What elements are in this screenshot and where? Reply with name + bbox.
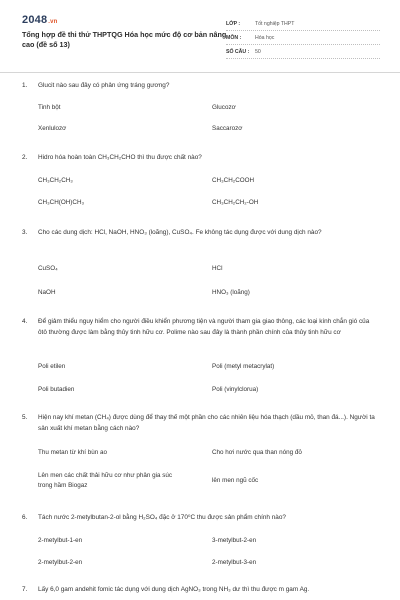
question-number: 4. bbox=[22, 318, 28, 325]
question-text: Tách nước 2-metylbutan-2-ol bằng H₂SO₄ đặc ở 170⁰C thu được sản phẩm chính nào? bbox=[38, 514, 286, 521]
question-text: Hiện nay khí metan (CH₄) được dùng để thay thế một phần cho các nhiên liệu hóa thạch (dầu mỏ, than đá...). Người ta sản xuất khí metan bằng cách nào? bbox=[38, 414, 375, 432]
question-text: Lấy 6,0 gam andehit fomic tác dụng với dung dịch AgNO₃ trong NH₃ dư thì thu được m gam Ag. bbox=[38, 586, 310, 593]
meta-value: 50 bbox=[255, 48, 261, 55]
answer-option[interactable]: CH₃CH(OH)CH₃ bbox=[38, 199, 85, 206]
meta-row-count bbox=[226, 45, 380, 59]
answer-option[interactable]: Poli etilen bbox=[38, 363, 66, 370]
question-text: Glucit nào sau đây có phản ứng tráng gương? bbox=[38, 82, 170, 89]
answer-option[interactable]: CH₃CH₂CH₂-OH bbox=[212, 199, 259, 206]
answer-option[interactable]: NaOH bbox=[38, 289, 56, 296]
answer-option[interactable]: Poli (metyl metacrylat) bbox=[212, 363, 275, 370]
answer-option[interactable]: Lên men các chất thải hữu cơ như phân gia súc trong hầm Biogaz bbox=[38, 472, 173, 489]
question bbox=[22, 512, 378, 523]
answer-option[interactable]: HNO₃ (loãng) bbox=[212, 289, 250, 296]
answer-option[interactable]: CuSO₄ bbox=[38, 265, 58, 272]
question-text: Hidro hóa hoàn toàn CH₃CH₂CHO thì thu được chất nào? bbox=[38, 154, 202, 161]
logo-suffix: .vn bbox=[48, 19, 58, 25]
header-divider bbox=[0, 72, 400, 73]
question bbox=[22, 227, 378, 238]
document-meta bbox=[226, 17, 380, 59]
answer-option[interactable]: lên men ngũ cốc bbox=[212, 477, 259, 484]
answer-option[interactable]: Saccarozơ bbox=[212, 125, 243, 132]
question bbox=[22, 80, 378, 91]
answer-option[interactable]: CH₃CH₂CH₃ bbox=[38, 177, 73, 184]
question bbox=[22, 152, 378, 163]
meta-value: Hóa học bbox=[255, 34, 275, 41]
logo-text: 2048 bbox=[22, 14, 48, 26]
answer-option[interactable]: HCl bbox=[212, 265, 223, 272]
answer-option[interactable]: 3-metylbut-2-en bbox=[212, 537, 257, 544]
question-number: 3. bbox=[22, 229, 28, 236]
question bbox=[22, 412, 378, 434]
question-number: 1. bbox=[22, 82, 28, 89]
answer-option[interactable]: 2-metylbut-3-en bbox=[212, 559, 257, 566]
meta-row-class bbox=[226, 17, 380, 31]
meta-key: MÔN : bbox=[226, 34, 242, 41]
question bbox=[22, 584, 378, 595]
meta-value: Tốt nghiệp THPT bbox=[255, 20, 295, 27]
answer-option[interactable]: 2-metylbut-1-en bbox=[38, 537, 83, 544]
meta-key: LỚP : bbox=[226, 20, 241, 27]
question-text: Cho các dung dịch: HCl, NaOH, HNO₃ (loãng), CuSO₄. Fe không tác dụng được với dung dịch nào? bbox=[38, 229, 322, 236]
answer-option[interactable]: 2-metylbut-2-en bbox=[38, 559, 83, 566]
question-number: 6. bbox=[22, 514, 28, 521]
question bbox=[22, 316, 378, 338]
answer-option[interactable]: Poli butadien bbox=[38, 386, 75, 393]
meta-row-subject bbox=[226, 31, 380, 45]
site-logo[interactable] bbox=[22, 14, 58, 26]
question-text: Để giảm thiểu nguy hiểm cho người điều khiển phương tiện và người tham gia giao thông, các loại kính chắn gió của ôtô thường được làm bằng thủy tinh hữu cơ. Polime nào sau đây là thành phần chính của thủy tinh hữu cơ bbox=[38, 318, 370, 336]
answer-option[interactable]: Tinh bột bbox=[38, 104, 61, 111]
answer-option[interactable]: Xenlulozơ bbox=[38, 125, 67, 132]
document-title: Tổng hợp đề thi thử THPTQG Hóa học mức độ cơ bản nâng cao (đề số 13) bbox=[22, 30, 227, 49]
answer-option[interactable]: Poli (vinylclorua) bbox=[212, 386, 259, 393]
question-number: 2. bbox=[22, 154, 28, 161]
answer-option[interactable]: Glucozơ bbox=[212, 104, 236, 111]
question-number: 7. bbox=[22, 586, 28, 593]
answer-option[interactable]: Thu metan từ khí bùn ao bbox=[38, 449, 107, 456]
question-number: 5. bbox=[22, 414, 28, 421]
meta-key: SỐ CÂU : bbox=[226, 48, 250, 55]
answer-option[interactable]: CH₃CH₂COOH bbox=[212, 177, 255, 184]
answer-option[interactable]: Cho hơi nước qua than nóng đỏ bbox=[212, 449, 302, 456]
